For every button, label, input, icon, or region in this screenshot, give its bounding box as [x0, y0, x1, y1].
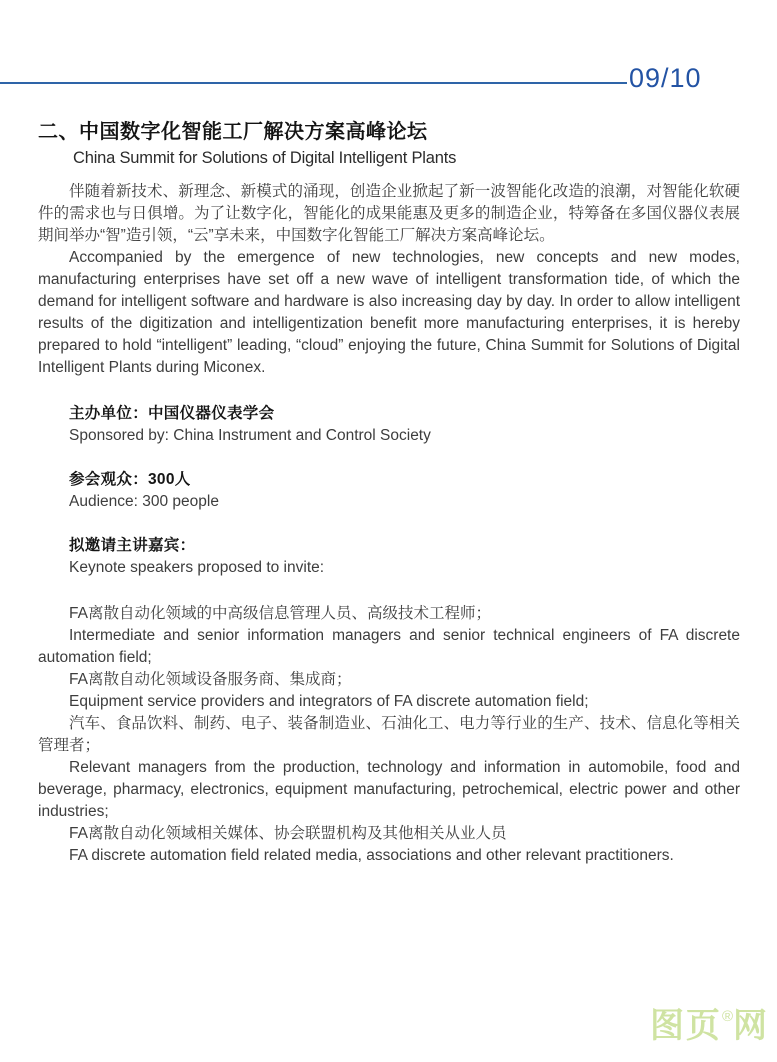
- registered-trademark-icon: ®: [721, 1008, 733, 1025]
- intro-paragraph-en: Accompanied by the emergence of new technologies, new concepts and new modes, manufacturing enterprises have set off a new wave of intelligent transformation tide, of which the demand for intelligent software and hardware is also increasing day by day. In order to allow intelligent results of the digitization and intelligentization benefit more manufacturing enterprises, it is hereby prepared to hold “intelligent” leading, “cloud” enjoying the future, China Summit for Solutions of Digital Intelligent Plants during Miconex.: [38, 249, 740, 376]
- sponsor-section: [38, 403, 740, 447]
- invitee-item-cn: 汽车、食品饮料、制药、电子、装备制造业、石油化工、电力等行业的生产、技术、信息化等相关管理者；: [38, 715, 740, 754]
- invitee-list: [38, 603, 740, 867]
- keynote-heading-cn: 拟邀请主讲嘉宾：: [69, 537, 196, 554]
- invitee-item: [38, 823, 740, 867]
- sponsor-text-en: Sponsored by: China Instrument and Control Society: [69, 427, 431, 444]
- invitee-item-en: Equipment service providers and integrators of FA discrete automation field;: [69, 693, 589, 710]
- audience-text-en: Audience: 300 people: [69, 493, 219, 510]
- section-title-en: China Summit for Solutions of Digital Intelligent Plants: [73, 149, 457, 167]
- section-title-cn: 二、中国数字化智能工厂解决方案高峰论坛: [38, 121, 428, 143]
- audience-heading-cn: 参会观众：300人: [69, 471, 191, 488]
- invitee-item-en: FA discrete automation field related media, associations and other relevant practitioners.: [69, 847, 674, 864]
- invitee-item: [38, 603, 740, 669]
- invitee-item: [38, 669, 740, 713]
- audience-section: [38, 469, 740, 513]
- sponsor-heading-cn: 主办单位：中国仪器仪表学会: [69, 405, 275, 422]
- invitee-item-cn: FA离散自动化领域相关媒体、协会联盟机构及其他相关从业人员: [69, 825, 507, 842]
- invitee-item-cn: FA离散自动化领域的中高级信息管理人员、高级技术工程师；: [69, 605, 491, 622]
- watermark-text-prefix: 图页: [649, 1007, 722, 1045]
- watermark-text-suffix: 网: [733, 1007, 769, 1045]
- intro-paragraph-cn: 伴随着新技术、新理念、新模式的涌现，创造企业掀起了新一波智能化改造的浪潮，对智能化软硬件的需求也与日俱增。为了让数字化，智能化的成果能惠及更多的制造企业，特筹备在多国仪器仪表展期间举办“智”造引领，“云”享未来，中国数字化智能工厂解决方案高峰论坛。: [38, 183, 740, 244]
- watermark-logo: [650, 1005, 769, 1054]
- invitee-item-cn: FA离散自动化领域设备服务商、集成商；: [69, 671, 352, 688]
- invitee-item-en: Relevant managers from the production, technology and information in automobile, food and beverage, pharmacy, electronics, equipment manufacturing, petrochemical, electric power and other industries;: [38, 759, 740, 820]
- keynote-section: [38, 535, 740, 579]
- page-content: [38, 0, 740, 867]
- keynote-text-en: Keynote speakers proposed to invite:: [69, 559, 325, 576]
- invitee-item-en: Intermediate and senior information managers and senior technical engineers of FA discrete automation field;: [38, 627, 740, 666]
- page-number: 09/10: [629, 63, 702, 93]
- invitee-item: [38, 713, 740, 823]
